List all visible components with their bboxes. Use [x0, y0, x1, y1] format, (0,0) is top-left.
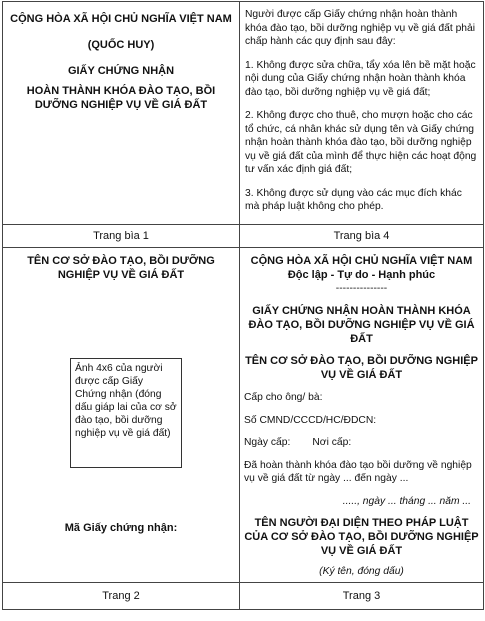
- cover-page-1: [3, 2, 240, 225]
- recipient-name-field: Cấp cho ông/ bà:: [244, 392, 323, 403]
- issue-date-field: Ngày cấp:: [244, 437, 291, 448]
- rules-intro: Người được cấp Giấy chứng nhận hoàn thành khóa đào tạo, bồi dưỡng nghiệp vụ về giá đất phải chấp hành các quy định sau đây:: [245, 9, 476, 47]
- rule-item: 1. Không được sửa chữa, tẩy xóa lên bề mặt hoặc nội dung của Giấy chứng nhận hoàn thành khóa đào tạo, bồi dưỡng nghiệp vụ về giá đất;: [245, 59, 476, 98]
- page-caption: Trang bìa 4: [240, 224, 484, 247]
- page-caption: Trang 2: [3, 582, 240, 609]
- certificate-layout-table: [2, 1, 484, 610]
- photo-placeholder-box: Ảnh 4x6 của người được cấp Giấy Chứng nhận (đóng dấu giáp lai của cơ sở đào tạo, bồi dưỡng nghiệp vụ về giá đất): [70, 358, 182, 468]
- page-3: [240, 247, 484, 582]
- page-caption: Trang 3: [240, 582, 484, 609]
- page-caption: Trang bìa 1: [3, 224, 240, 247]
- cover-page-4: [240, 2, 484, 225]
- country-name: CỘNG HÒA XÃ HỘI CHỦ NGHĨA VIỆT NAM: [10, 13, 232, 25]
- rule-item: 2. Không được cho thuê, cho mượn hoặc cho các tổ chức, cá nhân khác sử dụng tên và Giấy chứng nhận hoàn thành khóa đào tạo, bồi dưỡng nghiệp vụ về giá đất của mình để thực hiện các hoạt động tư vấn xác định giá đất;: [245, 110, 477, 175]
- legal-representative-title: TÊN NGƯỜI ĐẠI DIỆN THEO PHÁP LUẬT CỦA CƠ SỞ ĐÀO TẠO, BỒI DƯỠNG NGHIỆP VỤ VỀ GIÁ ĐẤT: [244, 517, 479, 557]
- signature-note: (Ký tên, đóng dấu): [319, 566, 404, 577]
- issue-place-field: Nơi cấp:: [312, 437, 352, 448]
- institution-name: TÊN CƠ SỞ ĐÀO TẠO, BỒI DƯỠNG NGHIỆP VỤ VỀ GIÁ ĐẤT: [245, 355, 478, 381]
- divider-dashes: ---------------: [335, 282, 388, 294]
- institution-name: TÊN CƠ SỞ ĐÀO TẠO, BỒI DƯỠNG NGHIỆP VỤ VỀ GIÁ ĐẤT: [27, 254, 215, 281]
- completion-statement: Đã hoàn thành khóa đào tạo bồi dưỡng về nghiệp vụ về giá đất từ ngày ... đến ngày ...: [244, 459, 472, 484]
- country-name: CỘNG HÒA XÃ HỘI CHỦ NGHĨA VIỆT NAM: [250, 254, 473, 267]
- national-emblem-placeholder: (QUỐC HUY): [87, 39, 155, 51]
- certificate-title: GIẤY CHỨNG NHẬN HOÀN THÀNH KHÓA ĐÀO TẠO, BỒI DƯỠNG NGHIỆP VỤ VỀ GIÁ ĐẤT: [248, 305, 475, 345]
- id-number-field: Số CMND/CCCD/HC/ĐDCN:: [244, 414, 377, 426]
- page-2: [3, 247, 240, 582]
- date-line: ....., ngày ... tháng ... năm ...: [342, 495, 471, 507]
- certificate-code-label: Mã Giấy chứng nhận:: [64, 521, 178, 534]
- national-motto: Độc lập - Tự do - Hạnh phúc: [287, 268, 436, 281]
- rule-item: 3. Không được sử dụng vào các mục đích khác mà pháp luật không cho phép.: [245, 187, 462, 212]
- certificate-label: GIẤY CHỨNG NHẬN: [67, 65, 175, 77]
- issue-info-row: [244, 436, 479, 450]
- certificate-title: HOÀN THÀNH KHÓA ĐÀO TẠO, BỒI DƯỠNG NGHIỆP VỤ VỀ GIÁ ĐẤT: [26, 85, 216, 111]
